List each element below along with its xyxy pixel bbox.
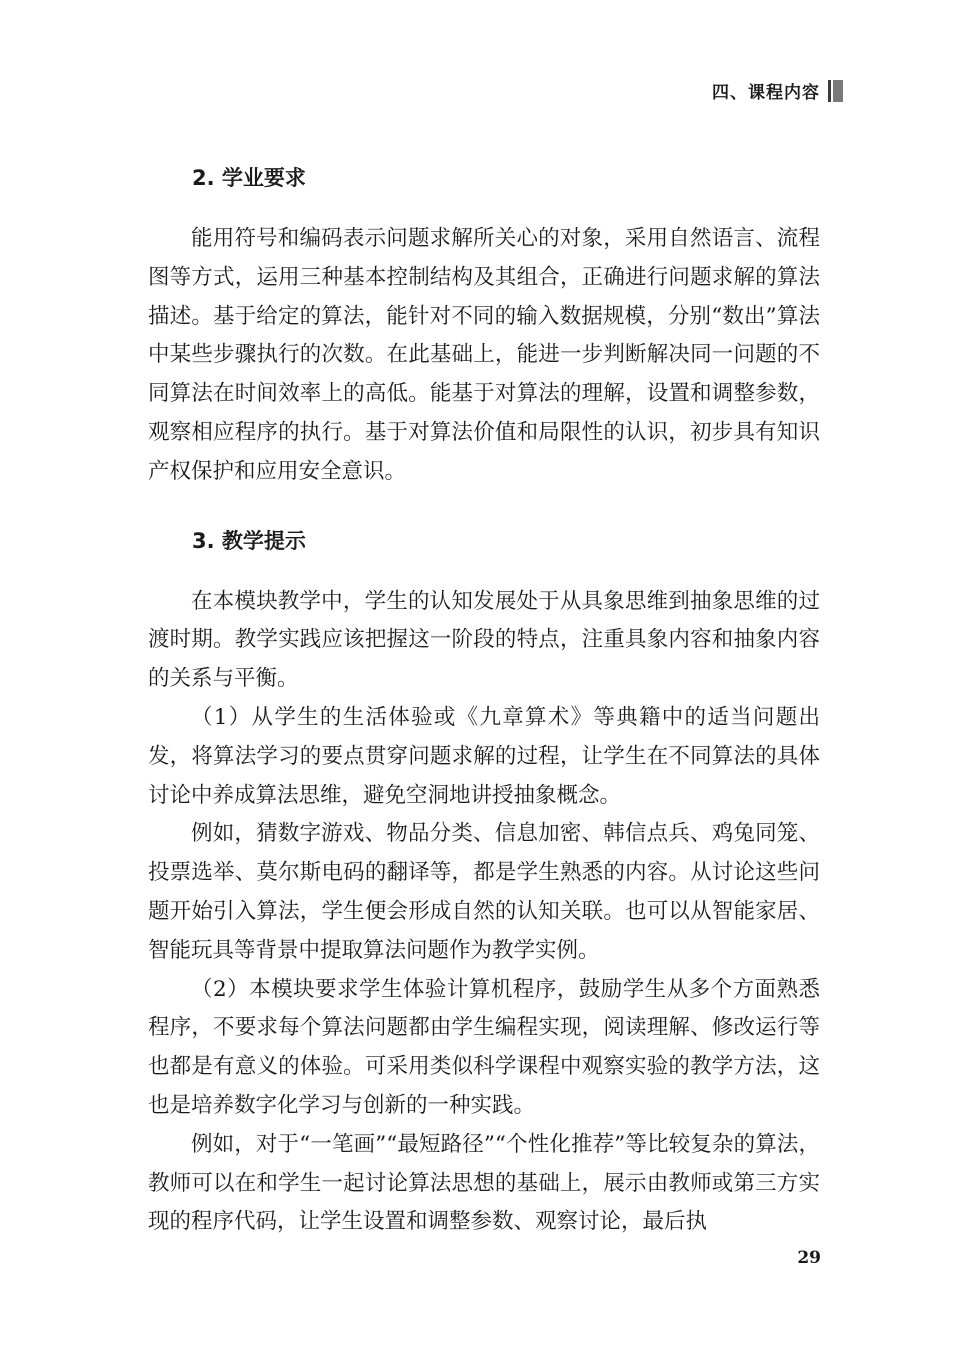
paragraph: 在本模块教学中，学生的认知发展处于从具象思维到抽象思维的过渡时期。教学实践应该把握这一阶段的特点，注重具象内容和抽象内容的关系与平衡。 [148,588,820,692]
page-body [148,158,820,1242]
chapter-title: 四、课程内容 [712,83,820,103]
page-number: 29 [797,1248,821,1268]
paragraph: 例如，猜数字游戏、物品分类、信息加密、韩信点兵、鸡兔同笼、投票选举、莫尔斯电码的翻译等，都是学生熟悉的内容。从讨论这些问题开始引入算法，学生便会形成自然的认知关联。也可以从智能家居、智能玩具等背景中提取算法问题作为教学实例。 [148,821,820,963]
running-header [712,78,843,103]
paragraph: 例如，对于“一笔画”“最短路径”“个性化推荐”等比较复杂的算法，教师可以在和学生一起讨论算法思想的基础上，展示由教师或第三方实现的程序代码，让学生设置和调整参数、观察讨论，最后执 [148,1131,820,1235]
paragraph: （2）本模块要求学生体验计算机程序，鼓励学生从多个方面熟悉程序，不要求每个算法问题都由学生编程实现，阅读理解、修改运行等也都是有意义的体验。可采用类似科学课程中观察实验的教学方法，这也是培养数字化学习与创新的一种实践。 [148,976,820,1118]
header-bar-thin [828,80,831,102]
paragraph: 能用符号和编码表示问题求解所关心的对象，采用自然语言、流程图等方式，运用三种基本控制结构及其组合，正确进行问题求解的算法描述。基于给定的算法，能针对不同的输入数据规模，分别“数出”算法中某些步骤执行的次数。在此基础上，能进一步判断解决同一问题的不同算法在时间效率上的高低。能基于对算法的理解，设置和调整参数，观察相应程序的执行。基于对算法价值和局限性的认识，初步具有知识产权保护和应用安全意识。 [148,226,820,484]
header-bar-thick [833,80,843,102]
section-heading-academic-requirements: 2. 学业要求 [192,166,306,190]
section-heading-teaching-tips: 3. 教学提示 [192,528,306,553]
paragraph: （1）从学生的生活体验或《九章算术》等典籍中的适当问题出发，将算法学习的要点贯穿问题求解的过程，让学生在不同算法的具体讨论中养成算法思维，避免空洞地讲授抽象概念。 [148,704,820,808]
header-bars-decoration [828,80,843,102]
